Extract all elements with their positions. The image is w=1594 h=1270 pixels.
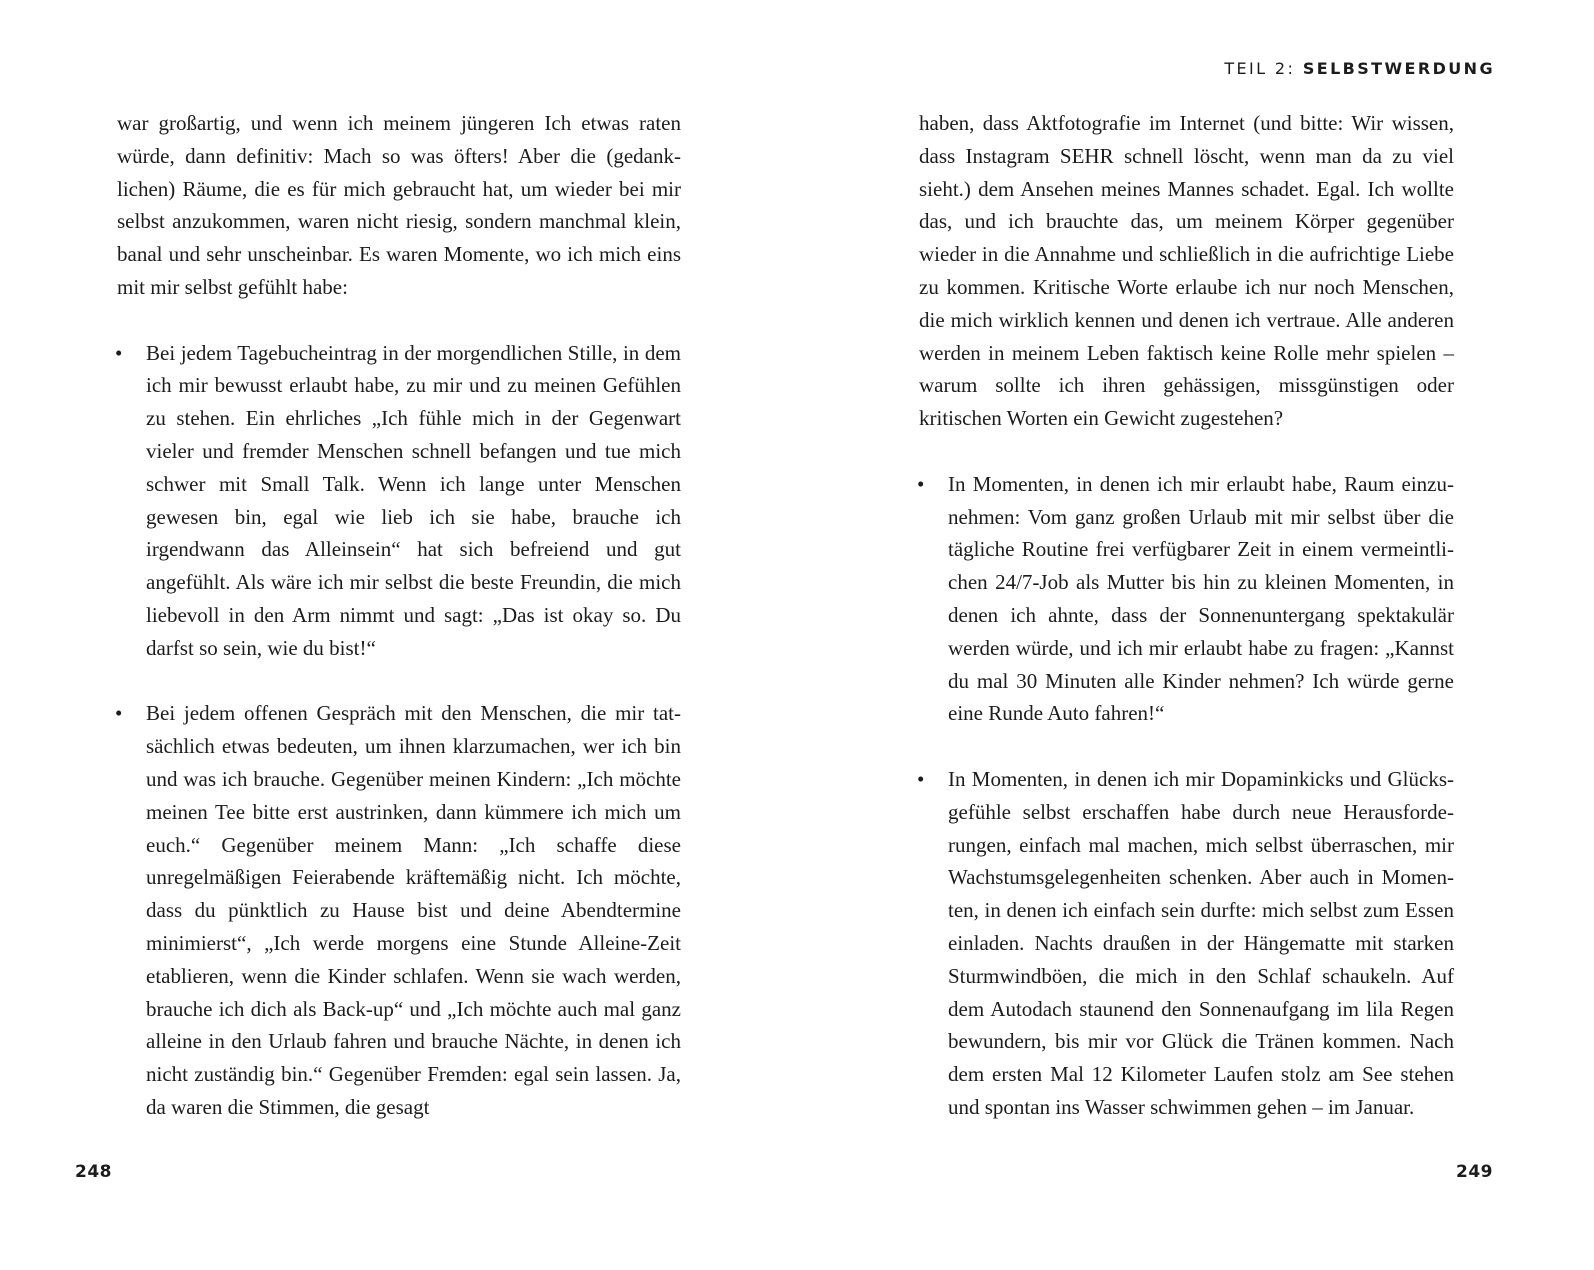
list-item: [919, 763, 1454, 1124]
page-number-left: 248: [75, 1162, 112, 1182]
paragraph-spacer: [919, 435, 1454, 468]
list-item-text: Bei jedem offenen Gespräch mit den Menschen, die mir tatsächlich etwas bedeuten, um ihnen klarzumachen, wer ich bin und was ich brauche. Gegenüber meinen Kindern: „Ich möchte meinen Tee bitte erst austrinken, dann kümmere ich mich um euch.“ Gegenüber meinem Mann: „Ich schaffe diese unregelmäßigen Feierabende kräftemäßig nicht. Ich möchte, dass du pünktlich zu Hause bist und deine Abendtermine minimierst“, „Ich werde morgens eine Stunde Alleine-Zeit etablieren, wenn die Kinder schlafen. Wenn sie wach werden, brauche ich dich als Back-up“ und „Ich möchte auch mal ganz alleine in den Urlaub fahren und brauche Nächte, in denen ich nicht zuständig bin.“ Gegenüber Fremden: egal sein lassen. Ja, da waren die Stimmen, die gesagt: [146, 701, 681, 1119]
right-page-intro-paragraph: haben, dass Aktfotografie im Internet (und bitte: Wir wissen, dass Instagram SEHR schnell löscht, wenn man da zu viel sieht.) dem Ansehen meines Mannes schadet. Egal. Ich wollte das, und ich brauchte das, um meinem Körper gegenüber wieder in die Annahme und schließlich in die aufrichtige Liebe zu kommen. Kritische Worte erlaube ich nur noch Menschen, die mich wirklich kennen und denen ich vertraue. Alle anderen werden in meinem Leben faktisch keine Rolle mehr spielen – warum sollte ich ihren gehässigen, missgünstigen oder kritischen Worten ein Gewicht zugestehen?: [919, 111, 1454, 431]
list-item: [117, 337, 681, 665]
list-item-text: In Momenten, in denen ich mir erlaubt habe, Raum einzunehmen: Vom ganz großen Urlaub mit mir selbst über die tägliche Routine frei verfügbarer Zeit in einem vermeintlichen 24/7-Job als Mutter bis hin zu kleinen Momenten, in denen ich ahnte, dass der Sonnenuntergang spektakulär werden würde, und ich mir erlaubt habe zu fragen: „Kannst du mal 30 Minuten alle Kinder nehmen? Ich würde gerne eine Runde Auto fahren!“: [948, 471, 1454, 726]
bullet-icon: •: [917, 471, 925, 496]
paragraph-spacer: [117, 665, 681, 698]
left-page-intro-paragraph: war großartig, und wenn ich meinem jüngeren Ich etwas raten würde, dann definitiv: Mach so was öfters! Aber die (gedanklichen) Räume, die es für mich gebraucht hat, um wieder bei mir selbst anzukommen, waren nicht riesig, sondern manchmal klein, banal und sehr unscheinbar. Es waren Momente, wo ich mich eins mit mir selbst gefühlt habe:: [117, 111, 681, 299]
list-item: [919, 468, 1454, 730]
right-page-text: [919, 107, 1454, 1124]
part-title: SELBSTWERDUNG: [1302, 59, 1495, 78]
paragraph-spacer: [919, 730, 1454, 763]
left-page-text: [117, 107, 681, 1124]
list-item: [117, 697, 681, 1123]
paragraph-spacer: [117, 304, 681, 337]
list-item-text: In Momenten, in denen ich mir Dopaminkicks und Glücksgefühle selbst erschaffen habe durch neue Herausforderungen, einfach mal machen, mich selbst überraschen, mir Wachstumsgelegenheiten schenken. Aber auch in Momenten, in denen ich einfach sein durfte: mich selbst zum Essen einladen. Nachts draußen in der Hängematte mit starken Sturmwindböen, die mich in den Schlaf schaukeln. Auf dem Autodach staunend den Sonnenaufgang im lila Regen bewundern, bis mir vor Glück die Tränen kommen. Nach dem ersten Mal 12 Kilometer Laufen stolz am See stehen und spontan ins Wasser schwimmen gehen – im Januar.: [948, 766, 1454, 1119]
running-header: [1224, 59, 1495, 78]
list-item-text: Bei jedem Tagebucheintrag in der morgendlichen Stille, in dem ich mir bewusst erlaubt habe, zu mir und zu meinen Gefühlen zu stehen. Ein ehrliches „Ich fühle mich in der Gegenwart vieler und fremder Menschen schnell befangen und tue mich schwer mit Small Talk. Wenn ich lange unter Menschen gewesen bin, egal wie lieb ich sie habe, brauche ich irgendwann das Alleinsein“ hat sich befreiend und gut angefühlt. Als wäre ich mir selbst die beste Freundin, die mich liebevoll in den Arm nimmt und sagt: „Das ist okay so. Du darfst so sein, wie du bist!“: [146, 340, 681, 660]
bullet-icon: •: [115, 701, 123, 726]
part-label: TEIL 2:: [1224, 59, 1296, 78]
right-page: [797, 0, 1594, 1270]
page-number-right: 249: [1456, 1162, 1493, 1182]
bullet-icon: •: [115, 340, 123, 365]
bullet-icon: •: [917, 766, 925, 791]
